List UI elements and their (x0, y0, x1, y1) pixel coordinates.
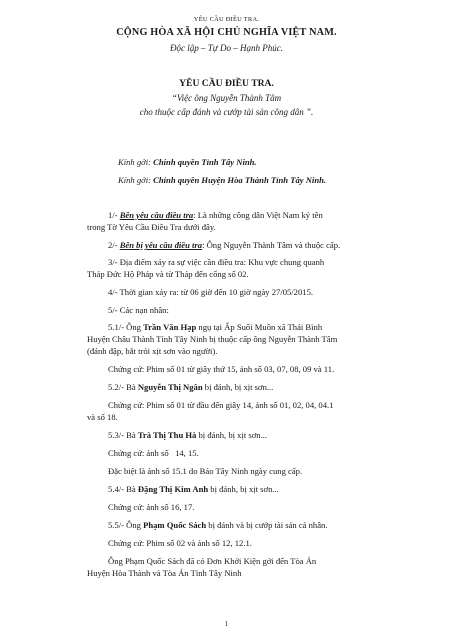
victim-5-5-line-1 (108, 520, 328, 531)
header-top-title: YÊU CẦU ĐIỀU TRA. (193, 16, 260, 23)
greeting-recipient: Chính quyền Tỉnh Tây Ninh. (153, 157, 257, 167)
victim-name: Trà Thị Thu Hà (137, 430, 197, 440)
greeting-2 (118, 175, 326, 186)
greeting-1 (118, 157, 257, 168)
section-label: Bên yêu cầu điều tra (119, 210, 194, 220)
victim-prefix: 5.5/- Ông (108, 520, 144, 530)
victim-name: Trần Văn Hạp (143, 322, 197, 332)
greeting-recipient: Chính quyền Huyện Hòa Thành Tỉnh Tây Ninh. (153, 175, 327, 185)
section-1-line-1 (108, 210, 323, 221)
victim-5-3-evidence: Chứng cứ: ảnh số 14, 15. (108, 448, 199, 458)
document-subtitle-line-2: cho thuộc cấp đánh và cướp tài sản công dân ”. (139, 107, 314, 117)
national-motto: Độc lập – Tự Do – Hạnh Phúc. (170, 43, 283, 53)
document-subtitle-line-1: “Việc ông Nguyễn Thành Tâm (171, 93, 282, 103)
section-3-line-2: Tháp Đức Hộ Pháp và từ Tháp đến cổng số 02. (87, 269, 249, 279)
section-3-line-1: 3/- Địa điểm xảy ra sự việc cần điều tra: Khu vực chung quanh (108, 257, 325, 267)
section-text: : Ông Nguyễn Thành Tâm và thuộc cấp. (202, 240, 341, 250)
victim-text: bị đánh, bị xịt sơn... (196, 430, 268, 440)
section-number: 2/- (108, 240, 120, 250)
victim-5-4-line-1 (108, 484, 279, 495)
victim-5-5-evidence: Chứng cứ: Phim số 02 và ảnh số 12, 12.1. (108, 538, 252, 548)
victim-5-2-line-1 (108, 382, 273, 393)
victim-5-2-evidence-line-1: Chứng cứ: Phim số 01 từ đầu đến giây 14, ảnh số 01, 02, 04, 04.1 (108, 400, 334, 410)
victim-5-1-evidence: Chứng cứ: Phim số 01 từ giây thứ 15, ảnh số 03, 07, 08, 09 và 11. (108, 364, 335, 374)
page-number: 1 (224, 620, 229, 628)
section-text: : Là những công dân Việt Nam ký tên (193, 210, 323, 220)
victim-prefix: 5.2/- Bà (108, 382, 138, 392)
victim-5-3-note: Đặc biệt là ảnh số 15.1 do Báo Tây Ninh ngày cung cấp. (108, 466, 303, 476)
victim-5-5-note-line-1: Ông Phạm Quốc Sách đã có Đơn Khởi Kiện gởi đến Tòa Án (108, 556, 317, 566)
victim-prefix: 5.4/- Bà (108, 484, 138, 494)
victim-5-1-line-3: (đánh đập, bắt trói xịt sơn vào người). (87, 346, 218, 356)
section-1-line-2: trong Tờ Yêu Cầu Điều Tra dưới đây. (87, 222, 216, 232)
greeting-prefix: Kính gởi: (118, 157, 154, 167)
section-number: 1/- (108, 210, 120, 220)
victim-5-1-line-2: Huyện Châu Thành Tỉnh Tây Ninh bị thuộc cấp ông Nguyễn Thành Tâm (87, 334, 338, 344)
national-title: CỘNG HÒA XÃ HỘI CHỦ NGHĨA VIỆT NAM. (116, 27, 337, 38)
section-4: 4/- Thời gian xảy ra: từ 06 giờ đến 10 giờ ngày 27/05/2015. (108, 287, 314, 297)
victim-5-1-line-1 (108, 322, 322, 333)
document-title: YÊU CẦU ĐIỀU TRA. (179, 78, 274, 89)
section-5: 5/- Các nạn nhân: (108, 305, 169, 315)
victim-5-3-line-1 (108, 430, 267, 441)
victim-prefix: 5.3/- Bà (108, 430, 138, 440)
victim-5-4-evidence: Chứng cứ: ảnh số 16, 17. (108, 502, 195, 512)
victim-text: ngụ tại Ấp Suối Muồn xã Thái Bình (196, 322, 323, 332)
victim-name: Nguyễn Thị Ngân (137, 382, 203, 392)
victim-5-5-note-line-2: Huyện Hòa Thành và Tòa Án Tỉnh Tây Ninh (87, 568, 242, 578)
victim-text: bị đánh, bị xịt sơn... (202, 382, 274, 392)
victim-name: Đặng Thị Kim Anh (137, 484, 209, 494)
victim-5-2-evidence-line-2: và số 18. (87, 412, 118, 422)
greeting-prefix: Kính gởi: (118, 175, 154, 185)
victim-prefix: 5.1/- Ông (108, 322, 144, 332)
section-label: Bên bị yêu cầu điều tra (119, 240, 203, 250)
section-2 (108, 240, 340, 251)
victim-text: bị đánh, bị xịt sơn... (208, 484, 279, 494)
victim-name: Phạm Quốc Sách (143, 520, 207, 530)
victim-text: bị đánh và bị cướp tài sản cá nhân. (206, 520, 328, 530)
